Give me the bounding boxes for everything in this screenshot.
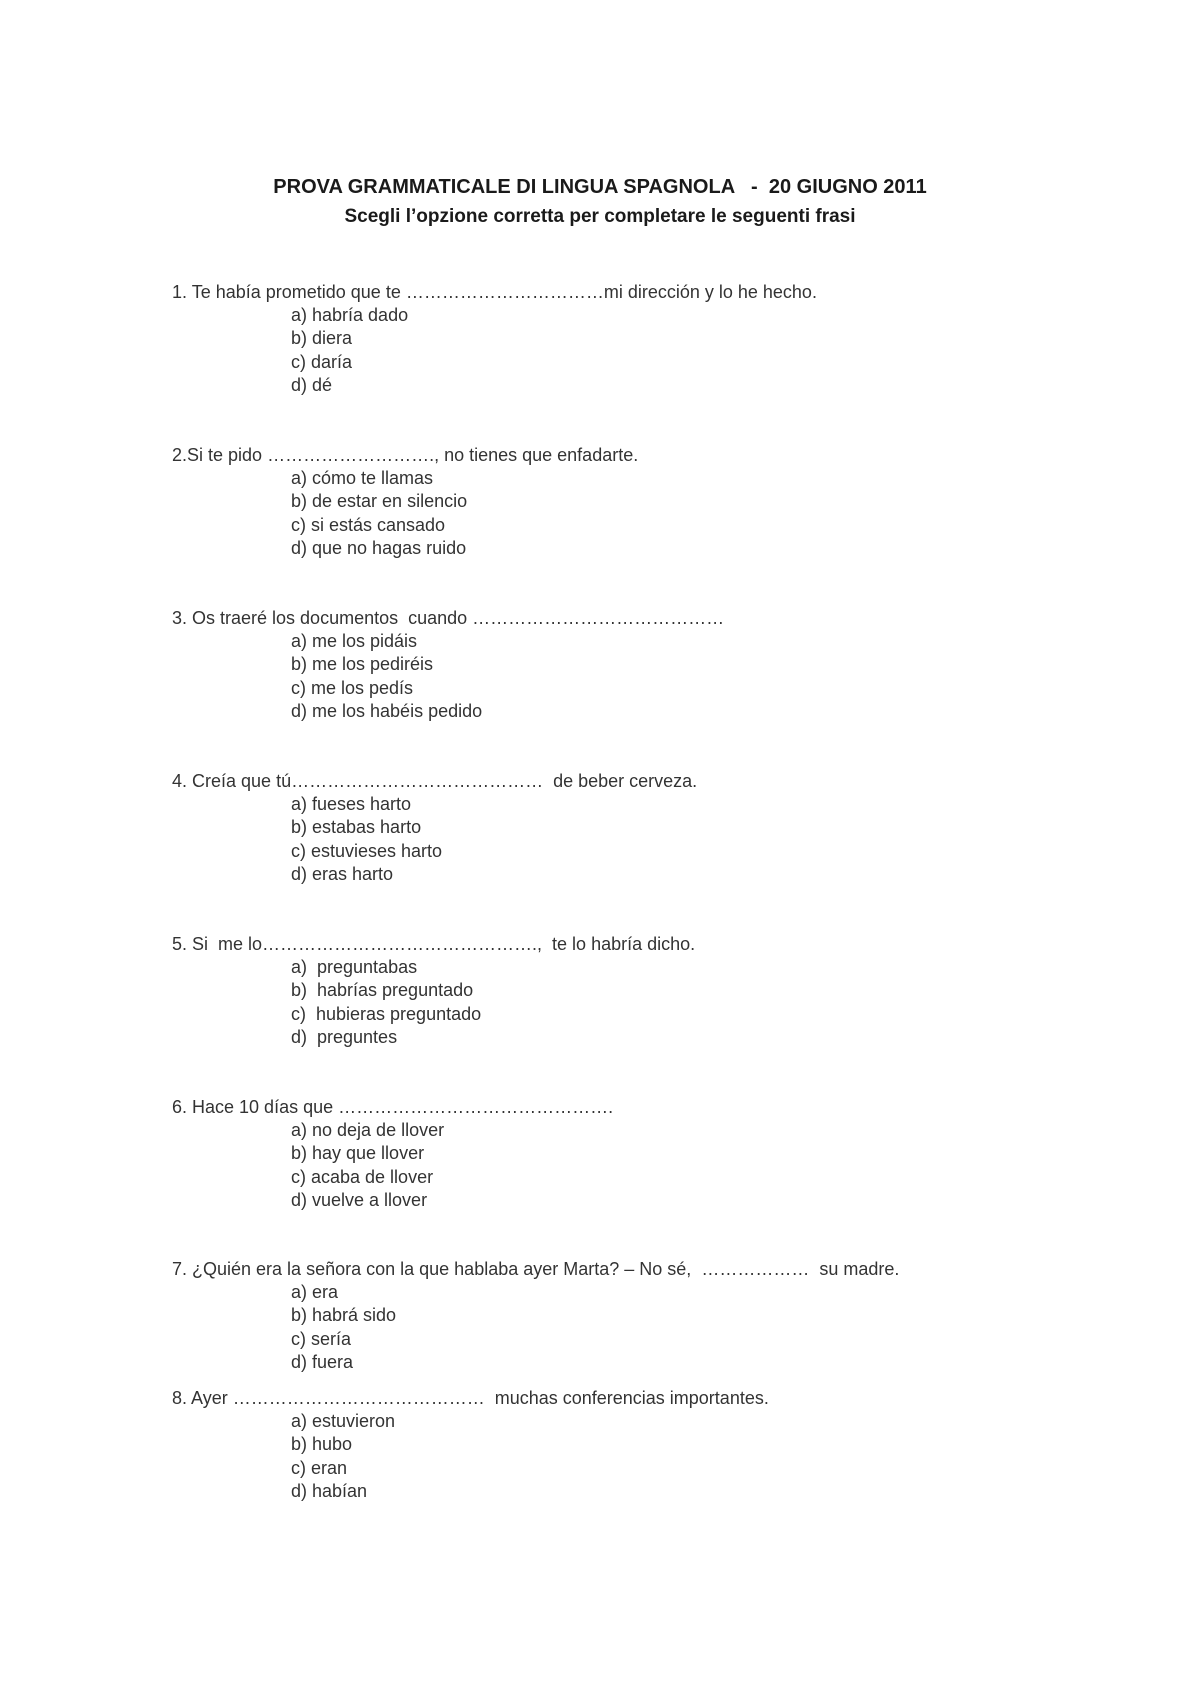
question-text: 6. Hace 10 días que ……………………………………….: [172, 1097, 614, 1117]
option-c: c) daría: [291, 351, 353, 372]
question-2: [172, 444, 1072, 560]
option-c: c) eran: [291, 1457, 348, 1478]
option-a: a) estuvieron: [291, 1411, 396, 1431]
question-text: 5. Si me lo………………………………………., te lo habría dicho.: [172, 934, 696, 954]
option-list: [172, 1410, 1072, 1503]
option-list: [172, 793, 1072, 886]
option-d: d) me los habéis pedido: [291, 700, 483, 721]
question-text: 1. Te había prometido que te ……………………………mi dirección y lo he hecho.: [172, 282, 817, 302]
option-b: b) diera: [291, 328, 353, 349]
option-b: b) hubo: [291, 1434, 353, 1455]
question-7: [172, 1258, 1072, 1374]
question-text: 3. Os traeré los documentos cuando ……………………………………: [172, 608, 725, 628]
option-a: a) me los pidáis: [291, 631, 418, 651]
question-text: 7. ¿Quién era la señora con la que hablaba ayer Marta? – No sé, ……………… su madre.: [172, 1259, 900, 1279]
option-c: c) si estás cansado: [291, 514, 446, 535]
option-d: d) eras harto: [291, 863, 394, 884]
option-d: d) fuera: [291, 1351, 354, 1372]
option-list: [172, 956, 1072, 1049]
option-list: [172, 304, 1072, 397]
option-b: b) hay que llover: [291, 1143, 425, 1164]
question-5: [172, 933, 1072, 1049]
question-4: [172, 770, 1072, 886]
question-1: [172, 281, 1072, 397]
option-list: [172, 1281, 1072, 1374]
option-d: d) preguntes: [291, 1026, 398, 1047]
option-c: c) me los pedís: [291, 677, 414, 698]
option-list: [172, 630, 1072, 723]
option-c: c) estuvieses harto: [291, 840, 443, 861]
question-text: 4. Creía que tú…………………………………… de beber cerveza.: [172, 771, 698, 791]
option-c: c) acaba de llover: [291, 1166, 434, 1187]
question-text: 8. Ayer …………………………………… muchas conferencias importantes.: [172, 1388, 769, 1408]
option-a: a) cómo te llamas: [291, 468, 434, 488]
question-6: [172, 1096, 1072, 1212]
option-a: a) preguntabas: [291, 957, 418, 977]
option-a: a) fueses harto: [291, 794, 412, 814]
option-d: d) habían: [291, 1480, 368, 1501]
option-b: b) habrá sido: [291, 1305, 397, 1326]
option-d: d) que no hagas ruido: [291, 537, 467, 558]
option-b: b) estabas harto: [291, 817, 422, 838]
option-a: a) no deja de llover: [291, 1120, 445, 1140]
page-title: PROVA GRAMMATICALE DI LINGUA SPAGNOLA - 20 GIUGNO 2011: [273, 176, 927, 198]
question-3: [172, 607, 1072, 723]
document-header: [0, 172, 1200, 232]
page-subtitle: Scegli l’opzione corretta per completare le seguenti frasi: [344, 206, 856, 227]
option-c: c) hubieras preguntado: [291, 1003, 482, 1024]
option-a: a) era: [291, 1282, 339, 1302]
option-c: c) sería: [291, 1328, 352, 1349]
option-d: d) dé: [291, 374, 333, 395]
option-list: [172, 1119, 1072, 1212]
option-list: [172, 467, 1072, 560]
option-b: b) de estar en silencio: [291, 491, 468, 512]
option-a: a) habría dado: [291, 305, 409, 325]
option-d: d) vuelve a llover: [291, 1189, 428, 1210]
question-text: 2.Si te pido ………………………., no tienes que enfadarte.: [172, 445, 639, 465]
option-b: b) me los pediréis: [291, 654, 434, 675]
option-b: b) habrías preguntado: [291, 980, 474, 1001]
question-8: [172, 1387, 1072, 1503]
